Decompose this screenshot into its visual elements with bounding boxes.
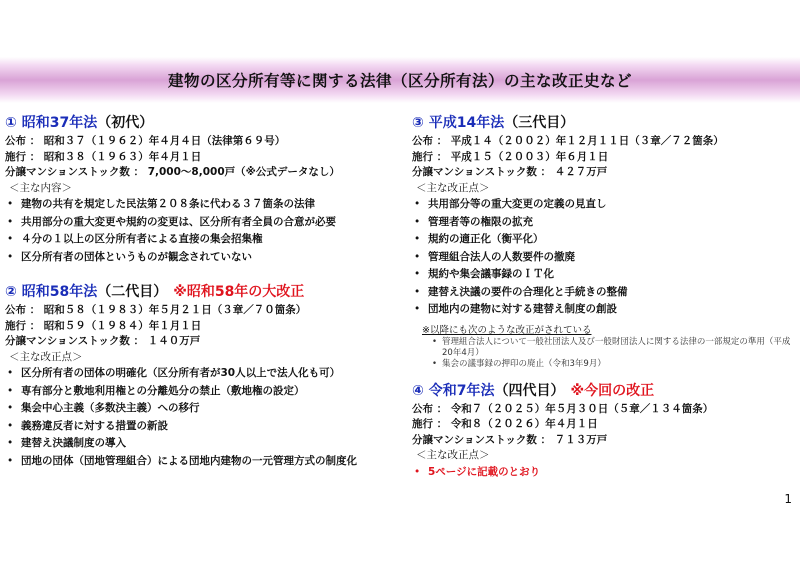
list-item: • 建替え決議の要件の合理化と手続きの整備 (412, 284, 797, 302)
promulgation-line: 公布 ： 昭和３７（１９６２）年４月４日（法律第６９号） (5, 135, 286, 147)
stock-line: 分譲マンションストック数 ： 7,000～8,000戸（※公式データなし） (5, 166, 340, 178)
list-item: • 管理組合法人の人数要件の撤廃 (412, 249, 797, 267)
title-banner (0, 57, 800, 103)
list-item: • 集会中心主義（多数決主義）への移行 (5, 400, 405, 418)
left-column (5, 113, 405, 481)
section-showa58 (5, 282, 405, 470)
list-item: • 集会の議事録の押印の廃止（令和3年9月） (432, 359, 797, 370)
list-item: • 義務違反者に対する措置の新設 (5, 418, 405, 436)
list-item: • 団地の団体（団地管理組合）による団地内建物の一元管理方式の制度化 (5, 453, 405, 471)
later-amendments-list (422, 337, 797, 370)
list-item: • 管理者等の権限の拡充 (412, 214, 797, 232)
section-note: ※今回の改正 (570, 382, 655, 399)
list-item: • 共用部分等の重大変更の定義の見直し (412, 196, 797, 214)
list-item: • 管理組合法人について一般社団法人及び一般財団法人に関する法律の一部規定の準用（平成20年4月） (432, 337, 797, 359)
section-heisei14 (412, 113, 797, 370)
section-number: ② 昭和58年法 (5, 284, 98, 300)
point-list (5, 196, 405, 266)
stock-line: 分譲マンションストック数 ： ４２７万戸 (412, 166, 608, 178)
right-column (412, 113, 797, 492)
list-item: • 区分所有者の団体の明確化（区分所有者が30人以上で法人化も可） (5, 365, 405, 383)
promulgation-line: 公布 ： 平成１４（２００２）年１２月１１日（３章／７２箇条） (412, 135, 724, 147)
sub-heading: ＜主な内容＞ (9, 181, 72, 194)
stock-line: 分譲マンションストック数 ： ７１３万戸 (412, 433, 608, 446)
section-generation: （初代） (97, 115, 154, 131)
sub-heading: ＜主な改正点＞ (416, 449, 490, 461)
list-item: • 規約や集会議事録のＩＴ化 (412, 266, 797, 284)
list-item: • 団地内の建物に対する建替え制度の創設 (412, 301, 797, 319)
section-number: ④ 令和7年法 (412, 382, 495, 399)
section-title (5, 113, 405, 133)
promulgation-line: 公布 ： 令和７（２０２５）年５月３０日（５章／１３４箇条） (412, 402, 714, 415)
section-showa37 (5, 113, 405, 266)
list-item: • 共用部分の重大変更や規約の変更は、区分所有者全員の合意が必要 (5, 214, 405, 232)
section-title (412, 381, 797, 401)
sub-heading: ＜主な改正点＞ (416, 181, 490, 194)
list-item: • 専有部分と敷地利用権との分離処分の禁止（敷地権の設定） (5, 383, 405, 401)
section-number: ① 昭和37年法 (5, 115, 98, 131)
section-generation: （三代目） (504, 115, 575, 131)
section-note: ※昭和58年の大改正 (173, 284, 305, 300)
section-number: ③ 平成14年法 (412, 115, 505, 131)
list-item: • 区分所有者の団体というものが観念されていない (5, 249, 405, 267)
stock-line: 分譲マンションストック数 ： １４０万戸 (5, 335, 201, 347)
enforcement-line: 施行 ： 昭和３８（１９６３）年４月１日 (5, 150, 202, 163)
list-item: • 建替え決議制度の導入 (5, 435, 405, 453)
point-list (412, 196, 797, 319)
point-list (412, 464, 797, 482)
point-list (5, 365, 405, 470)
list-item: • 規約の適正化（衡平化） (412, 231, 797, 249)
section-title (412, 113, 797, 133)
section-title (5, 282, 405, 302)
later-amendments (422, 325, 797, 370)
section-reiwa7 (412, 381, 797, 482)
section-generation: （四代目） (494, 382, 565, 399)
page-number: 1 (784, 492, 792, 506)
enforcement-line: 施行 ： 平成１５（２００３）年６月１日 (412, 150, 609, 163)
enforcement-line: 施行 ： 令和８（２０２６）年４月１日 (412, 418, 598, 430)
sub-heading: ＜主な改正点＞ (9, 350, 83, 363)
list-item: • 5ページに記載のとおり (412, 464, 797, 482)
enforcement-line: 施行 ： 昭和５９（１９８４）年１月１日 (5, 319, 202, 332)
page-title: 建物の区分所有等に関する法律（区分所有法）の主な改正史など (167, 72, 632, 90)
later-amendments-heading: ※以降にも次のような改正がされている (422, 324, 592, 336)
list-item: • ４分の１以上の区分所有者による直接の集会招集権 (5, 231, 405, 249)
promulgation-line: 公布 ： 昭和５８（１９８３）年５月２１日（３章／７０箇条） (5, 304, 307, 316)
list-item: • 建物の共有を規定した民法第２０８条に代わる３７箇条の法律 (5, 196, 405, 214)
section-generation: （二代目） (97, 284, 168, 300)
